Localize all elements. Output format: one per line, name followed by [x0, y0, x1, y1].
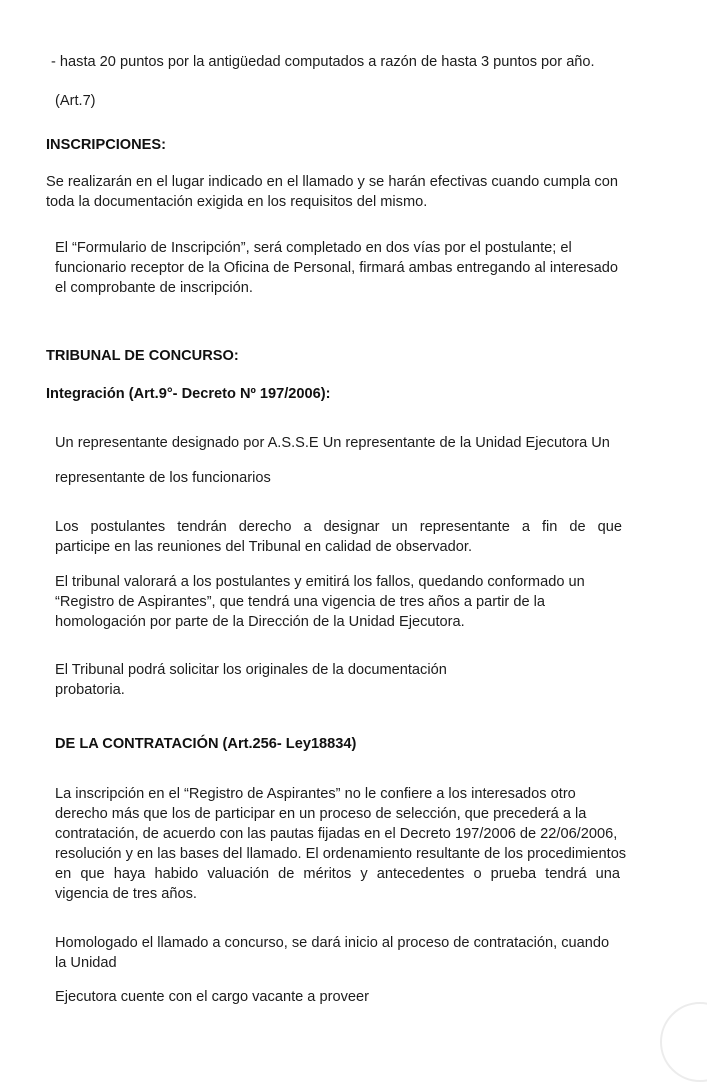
- text-line: en que haya habido valuación de méritos y antecedentes o prueba tendrá una: [55, 866, 620, 882]
- text-line: resolución y en las bases del llamado. El ordenamiento resultante de los procedimientos: [55, 846, 627, 862]
- tribunal-heading: TRIBUNAL DE CONCURSO:: [46, 348, 239, 364]
- text-line: El tribunal valorará a los postulantes y emitirá los fallos, quedando conformado un: [55, 574, 585, 590]
- contratacion-heading: DE LA CONTRATACIÓN (Art.256- Ley18834): [55, 736, 357, 752]
- text-line: contratación, de acuerdo con las pautas fijadas en el Decreto 197/2006 de 22/06/2006,: [55, 826, 618, 842]
- inscripciones-heading: INSCRIPCIONES:: [46, 137, 167, 153]
- text-line: funcionario receptor de la Oficina de Personal, firmará ambas entregando al interesado: [55, 260, 618, 276]
- text-line: “Registro de Aspirantes”, que tendrá una vigencia de tres años a partir de la: [55, 594, 545, 610]
- originales-paragraph: [55, 660, 447, 700]
- contratacion-paragraph-1: [55, 784, 672, 904]
- text-line: probatoria.: [55, 682, 125, 698]
- text-line: El “Formulario de Inscripción”, será completado en dos vías por el postulante; el: [55, 240, 572, 256]
- text-line: toda la documentación exigida en los requisitos del mismo.: [46, 194, 428, 210]
- text-line: La inscripción en el “Registro de Aspirantes” no le confiere a los interesados otro: [55, 786, 576, 802]
- text-line: derecho más que los de participar en un proceso de selección, que precederá a la: [55, 806, 587, 822]
- inscripciones-paragraph-1: [46, 172, 618, 212]
- text-line: Homologado el llamado a concurso, se dará inicio al proceso de contratación, cuando: [55, 935, 610, 951]
- observer-paragraph: [55, 517, 622, 557]
- inscripciones-paragraph-2: [55, 238, 618, 298]
- tribunal-members-line-2: representante de los funcionarios: [55, 470, 271, 486]
- text-line: el comprobante de inscripción.: [55, 280, 253, 296]
- contratacion-paragraph-3: Ejecutora cuente con el cargo vacante a proveer: [55, 989, 369, 1005]
- text-line: El Tribunal podrá solicitar los originales de la documentación: [55, 662, 447, 678]
- page-curl-shadow: [660, 1002, 707, 1082]
- text-line: homologación por parte de la Dirección de la Unidad Ejecutora.: [55, 614, 465, 630]
- art-7-reference: (Art.7): [55, 93, 96, 109]
- text-line: vigencia de tres años.: [55, 886, 197, 902]
- registro-paragraph: [55, 572, 585, 632]
- text-line: la Unidad: [55, 955, 117, 971]
- text-line: Se realizarán en el lugar indicado en el llamado y se harán efectivas cuando cumpla con: [46, 174, 618, 190]
- text-line: Los postulantes tendrán derecho a designar un representante a fin de que: [55, 519, 622, 535]
- antiguedad-points-line: - hasta 20 puntos por la antigüedad computados a razón de hasta 3 puntos por año.: [51, 54, 595, 70]
- text-line: participe en las reuniones del Tribunal en calidad de observador.: [55, 539, 473, 555]
- contratacion-paragraph-2: [55, 933, 609, 973]
- integracion-subheading: Integración (Art.9°- Decreto Nº 197/2006):: [46, 386, 331, 402]
- tribunal-members-line-1: Un representante designado por A.S.S.E Un representante de la Unidad Ejecutora Un: [55, 435, 610, 451]
